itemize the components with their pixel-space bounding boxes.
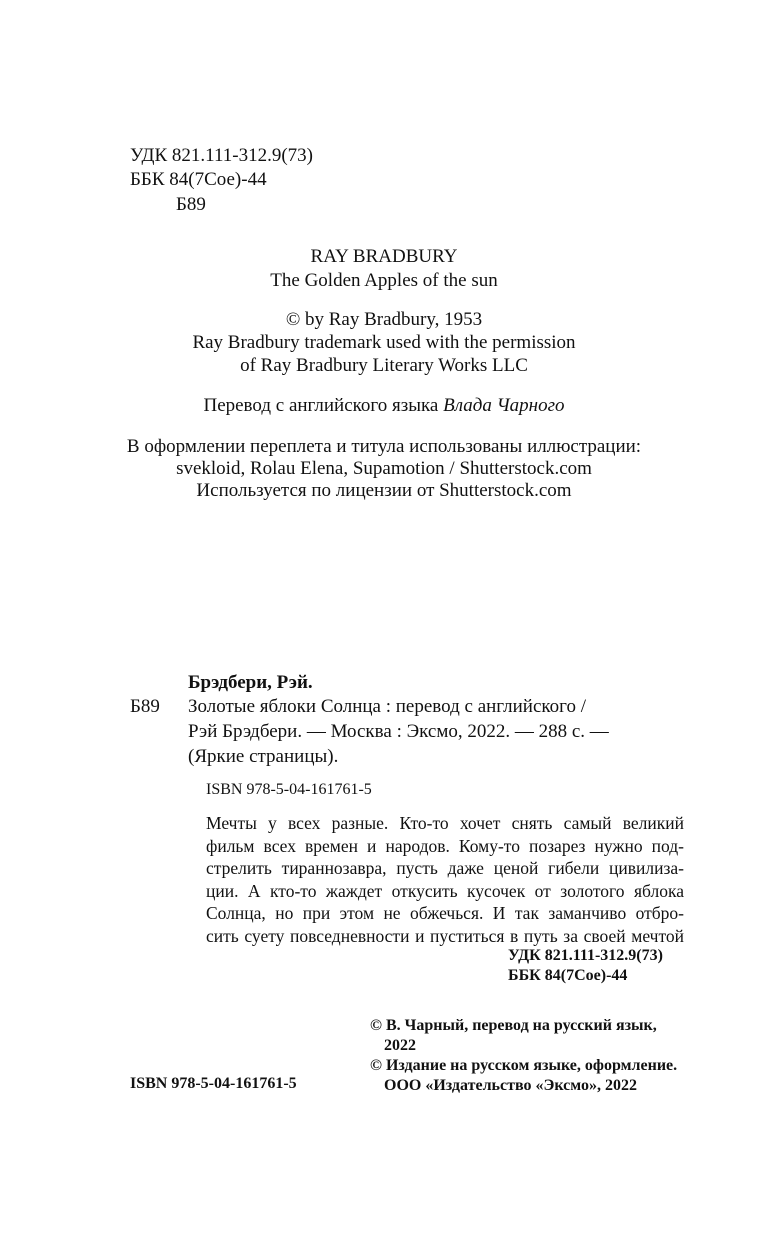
catalog-author-heading: Брэдбери, Рэй. [188, 672, 313, 693]
catalog-udk: УДК 821.111-312.9(73) [508, 947, 663, 964]
translation-copyright-line-1: © В. Чарный, перевод на русский язык, [370, 1017, 657, 1034]
annotation-line: стрелить тираннозавра, пусть даже ценой гибели цивилиза- [206, 858, 684, 878]
annotation-line: Мечты у всех разные. Кто-то хочет снять самый великий [206, 813, 684, 833]
trademark-line-1: Ray Bradbury trademark used with the permission [192, 332, 576, 353]
catalog-entry-line-1: Золотые яблоки Солнца : перевод с английского / [188, 696, 586, 717]
annotation-line: фильм всех времен и народов. Кому-то позарез нужно под- [206, 835, 684, 856]
udk-code: УДК 821.111-312.9(73) [130, 145, 313, 166]
illustrations-line-2: svekloid, Rolau Elena, Supamotion / Shutterstock.com [176, 458, 592, 479]
catalog-bbk: ББК 84(7Сое)-44 [508, 967, 628, 984]
annotation-line: ции. А кто-то жаждет откусить кусочек от золотого яблока [206, 880, 684, 901]
edition-copyright-line-1: © Издание на русском языке, оформление. [370, 1057, 678, 1074]
catalog-mark: Б89 [130, 696, 160, 717]
illustrations-line-1: В оформлении переплета и титула использованы иллюстрации: [126, 436, 642, 457]
original-copyright: © by Ray Bradbury, 1953 [285, 309, 483, 330]
translation-credit [0, 394, 768, 417]
catalog-entry-line-3: (Яркие страницы). [188, 746, 339, 767]
original-author: RAY BRADBURY [310, 246, 458, 267]
catalog-entry-line-2: Рэй Брэдбери. — Москва : Эксмо, 2022. — 288 с. — [188, 721, 609, 742]
annotation-line: Солнца, но при этом не обжечься. И так заманчиво отбро- [206, 903, 684, 923]
translation-prefix: Перевод с английского языка [203, 395, 444, 416]
bbk-code: ББК 84(7Сое)-44 [130, 169, 267, 190]
annotation-paragraph [206, 812, 684, 947]
footer-isbn: ISBN 978-5-04-161761-5 [130, 1075, 297, 1092]
illustrations-line-3: Используется по лицензии от Shutterstock.com [196, 480, 572, 501]
catalog-isbn: ISBN 978-5-04-161761-5 [206, 781, 372, 798]
trademark-line-2: of Ray Bradbury Literary Works LLC [240, 355, 528, 376]
original-title: The Golden Apples of the sun [270, 270, 498, 291]
translator-name: Влада Чарного [443, 395, 565, 416]
translation-copyright-line-2: 2022 [384, 1037, 416, 1054]
edition-copyright-line-2: ООО «Издательство «Эксмо», 2022 [384, 1077, 637, 1094]
author-mark: Б89 [176, 194, 206, 215]
annotation-line: сить суету повседневности и пуститься в путь за своей мечтой [206, 925, 684, 946]
